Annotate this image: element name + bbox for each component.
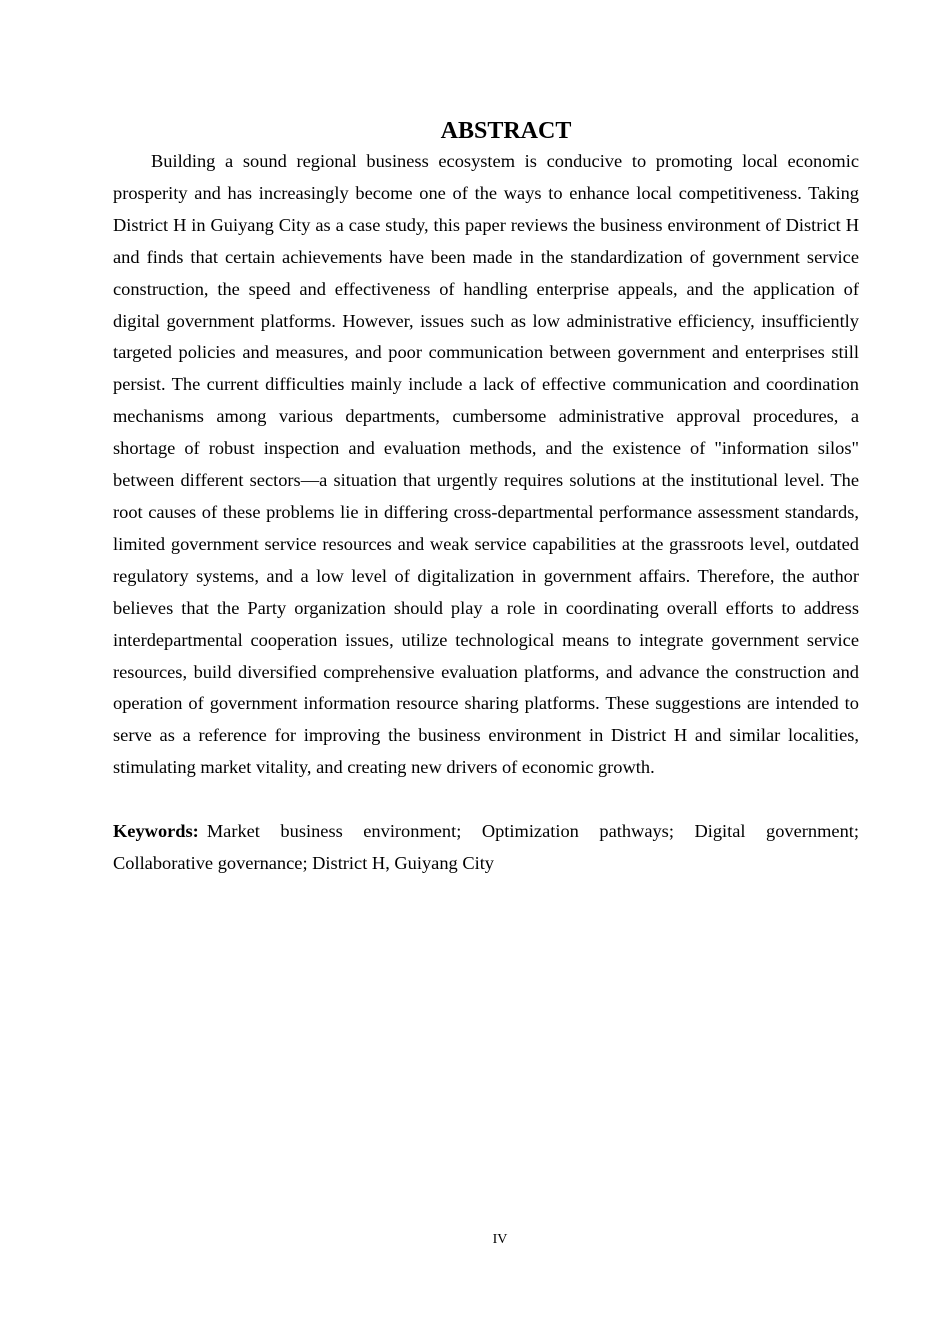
keywords-paragraph [113, 816, 859, 880]
page-number: IV [492, 1232, 508, 1247]
abstract-title: ABSTRACT [440, 118, 572, 144]
abstract-body: Building a sound regional business ecosystem is conducive to promoting local economic prosperity and has increasingly become one of the ways to enhance local competitiveness. Taking District H in Guiyang City as a case study, this paper reviews the business environment of District H and finds that certain achievements have been made in the standardization of government service construction, the speed and effectiveness of handling enterprise appeals, and the application of digital government platforms. However, issues such as low administrative efficiency, insufficiently targeted policies and measures, and poor communication between government and enterprises still persist. The current difficulties mainly include a lack of effective communication and coordination mechanisms among various departments, cumbersome administrative approval procedures, a shortage of robust inspection and evaluation methods, and the existence of "information silos" between different sectors—a situation that urgently requires solutions at the institutional level. The root causes of these problems lie in differing cross-departmental performance assessment standards, limited government service resources and weak service capabilities at the grassroots level, outdated regulatory systems, and a low level of digitalization in government affairs. Therefore, the author believes that the Party organization should play a role in coordinating overall efforts to address interdepartmental cooperation issues, utilize technological means to integrate government service resources, build diversified comprehensive evaluation platforms, and advance the construction and operation of government information resource sharing platforms. These suggestions are intended to serve as a reference for improving the business environment in District H and similar localities, stimulating market vitality, and creating new drivers of economic growth. [113, 151, 859, 778]
keywords-label: Keywords: [113, 821, 199, 841]
keywords-text: Market business environment; Optimization pathways; Digital government; Collaborative governance; District H, Guiyang City [113, 821, 859, 873]
